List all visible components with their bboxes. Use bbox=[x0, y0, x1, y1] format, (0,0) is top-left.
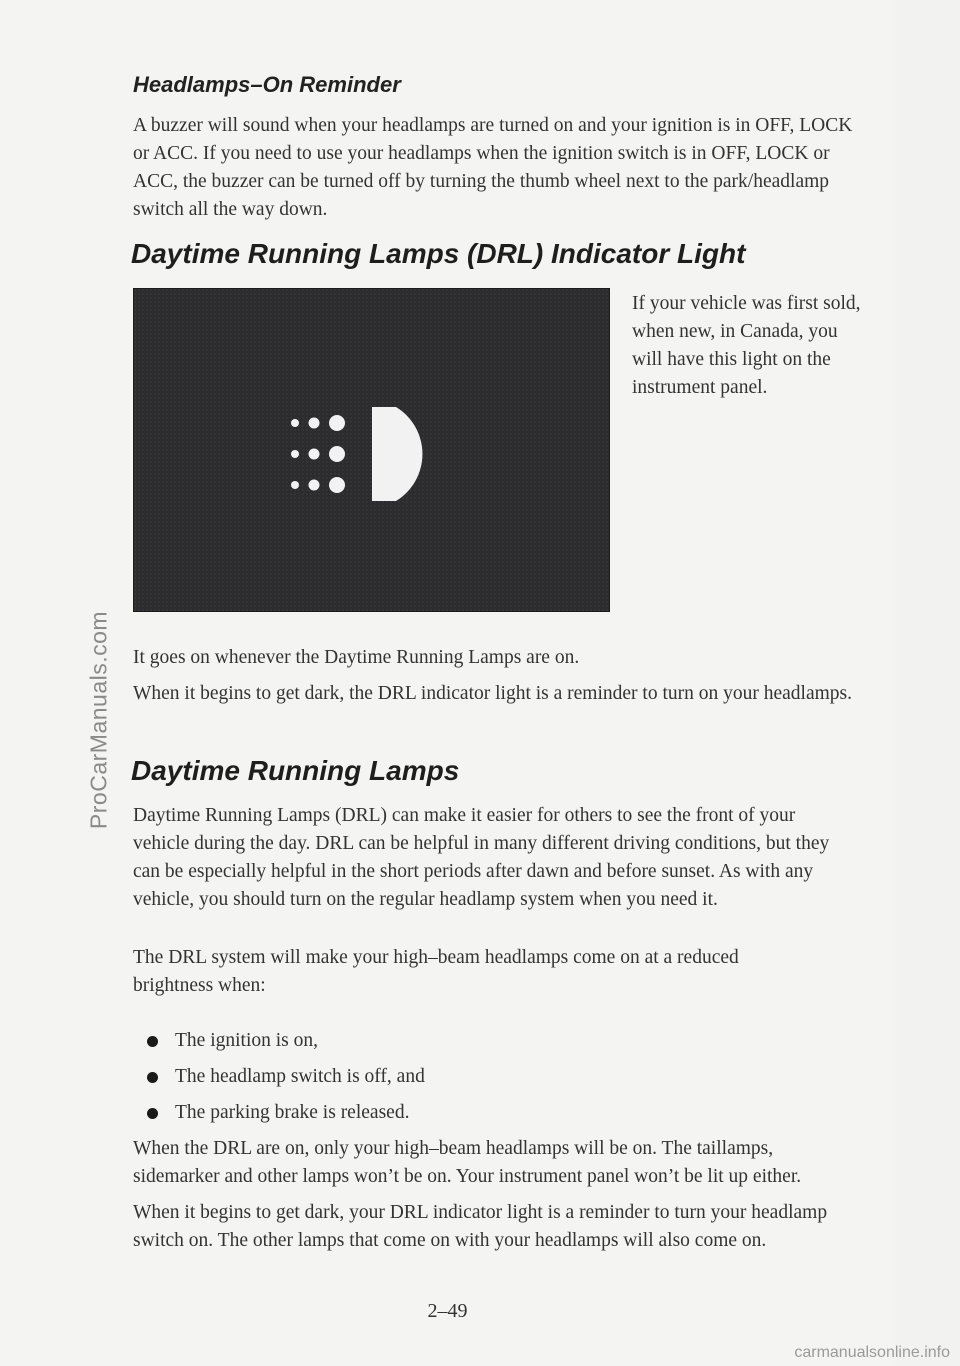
list-item: The ignition is on, bbox=[133, 1027, 425, 1063]
list-item: The parking brake is released. bbox=[133, 1099, 425, 1135]
watermark-carmanualsonline: carmanualsonline.info bbox=[794, 1344, 950, 1361]
drl-paragraph-4: When it begins to get dark, your DRL indicator light is a reminder to turn your headlamp switch on. The other lamps that come on with your headlamps will also come on. bbox=[133, 1202, 828, 1251]
drl-paragraph-3: When the DRL are on, only your high–beam headlamps will be on. The taillamps, sidemarker and other lamps won’t be on. Your instrument panel won’t be lit up either. bbox=[133, 1138, 802, 1187]
watermark-procarmanuals: ProCarManuals.com bbox=[85, 610, 112, 830]
bullet-icon bbox=[147, 1036, 158, 1047]
drl-paragraph-2: The DRL system will make your high–beam headlamps come on at a reduced brightness when: bbox=[133, 947, 739, 996]
drl-paragraph-1: Daytime Running Lamps (DRL) can make it easier for others to see the front of your vehicle during the day. DRL can be helpful in many different driving conditions, but they can be especially helpful in the short periods after dawn and before sunset. As with any vehicle, you should turn on the regular headlamp system when you need it. bbox=[133, 805, 830, 910]
drl-conditions-list bbox=[133, 1027, 425, 1135]
section-title-drl-indicator-light: Daytime Running Lamps (DRL) Indicator Light bbox=[131, 238, 746, 269]
reminder-paragraph: A buzzer will sound when your headlamps are turned on and your ignition is in OFF, LOCK or ACC. If you need to use your headlamps when the ignition switch is in OFF, LOCK or ACC, the buzzer can be turned off by turning the thumb wheel next to the park/headlamp switch all the way down. bbox=[133, 115, 853, 220]
section-title-daytime-running-lamps: Daytime Running Lamps bbox=[131, 755, 460, 786]
drl-indicator-figure bbox=[133, 288, 610, 612]
drl-indicator-paragraph-2: When it begins to get dark, the DRL indicator light is a reminder to turn on your headlamps. bbox=[133, 683, 852, 704]
drl-indicator-paragraph-1: It goes on whenever the Daytime Running Lamps are on. bbox=[133, 647, 580, 668]
bullet-icon bbox=[147, 1108, 158, 1119]
list-item: The headlamp switch is off, and bbox=[133, 1063, 425, 1099]
drl-indicator-icon bbox=[134, 289, 609, 611]
drl-indicator-side-text: If your vehicle was first sold, when new, in Canada, you will have this light on the instrument panel. bbox=[632, 293, 861, 398]
page-number: 2–49 bbox=[427, 1300, 468, 1322]
bullet-icon bbox=[147, 1072, 158, 1083]
section-title-headlamps-on-reminder: Headlamps–On Reminder bbox=[133, 72, 401, 97]
